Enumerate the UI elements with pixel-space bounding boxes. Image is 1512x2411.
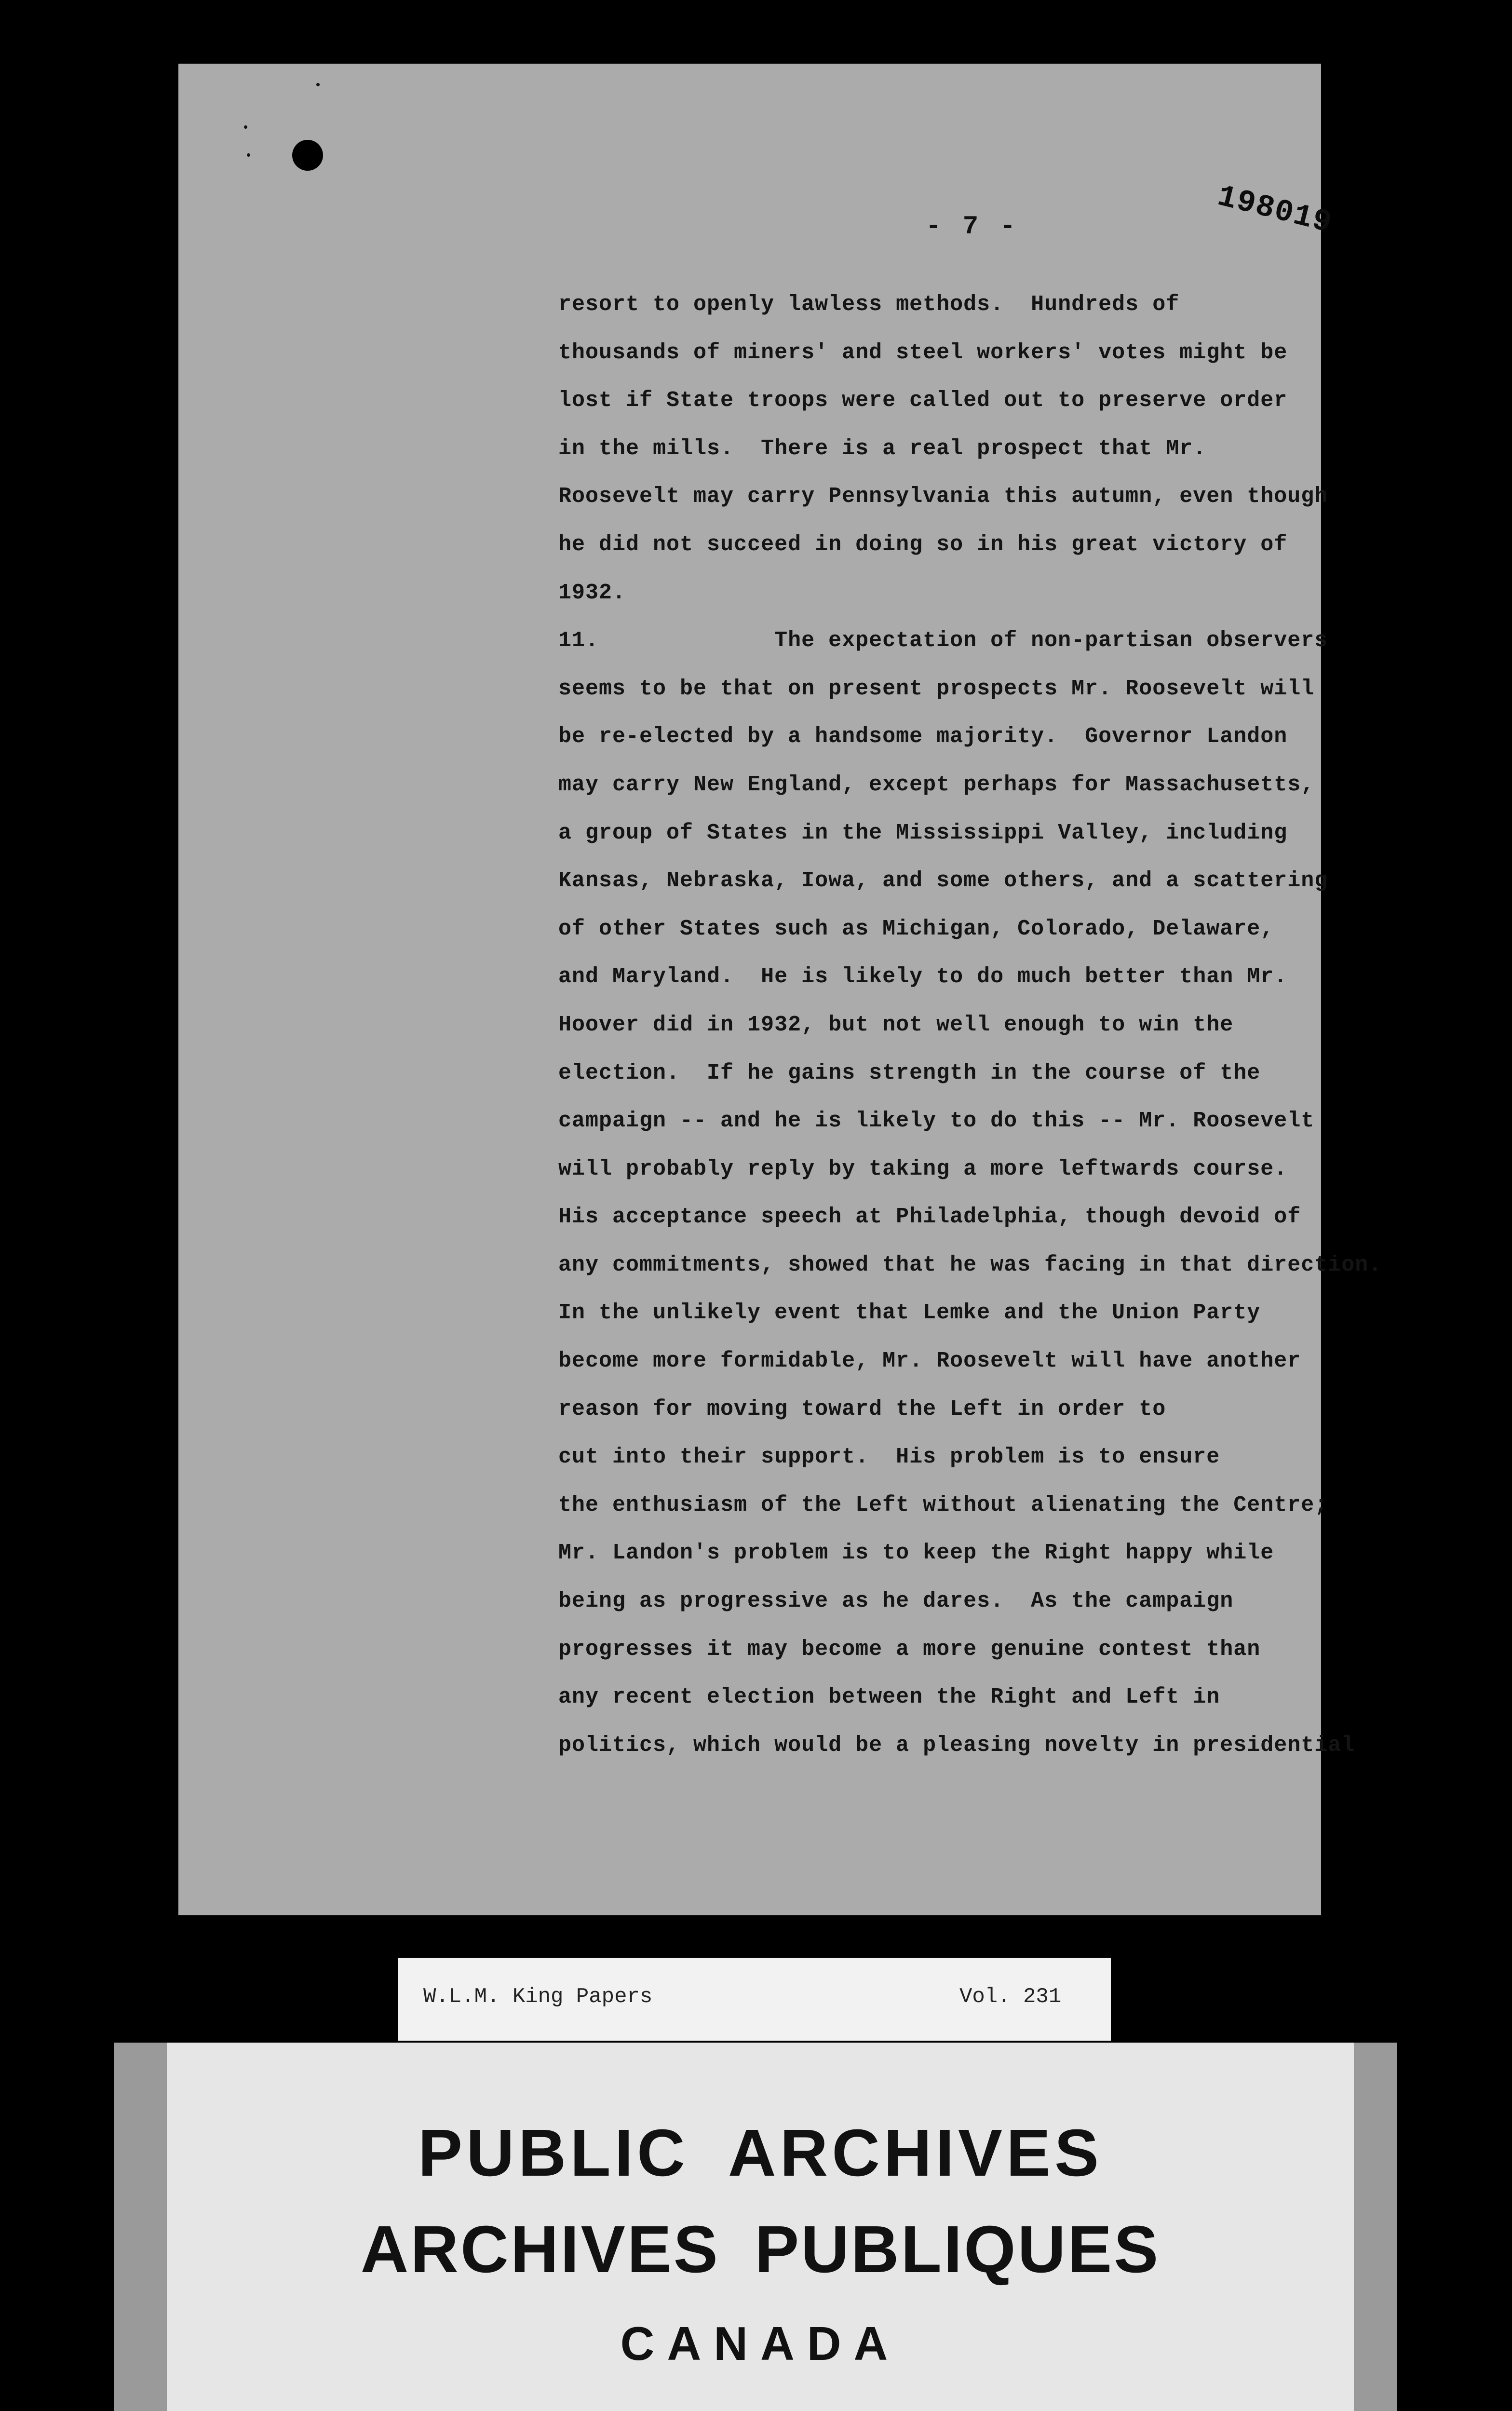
archive-country: CANADA [620,2317,901,2370]
text-line: being as progressive as he dares. As the campaign [558,1589,1234,1614]
text-line: seems to be that on present prospects Mr. Roosevelt will [558,676,1315,701]
text-line: be re-elected by a handsome majority. Governor Landon [558,724,1288,749]
text-line: lost if State troops were called out to preserve order [558,388,1288,413]
text-line: cut into their support. His problem is to ensure [558,1445,1220,1470]
text-line: campaign -- and he is likely to do this -- Mr. Roosevelt [558,1109,1315,1134]
body-text [558,281,1474,1769]
speck-mark [247,153,250,157]
speck-mark [316,83,320,86]
speck-mark [244,125,247,129]
document-page [178,64,1382,1915]
collection-label-strip [398,1958,1111,2041]
text-line: and Maryland. He is likely to do much better than Mr. [558,964,1288,989]
collection-name: W.L.M. King Papers [423,1985,653,2009]
volume-number: Vol. 231 [959,1985,1062,2009]
text-line: will probably reply by taking a more leftwards course. [558,1156,1288,1181]
text-line: progresses it may become a more genuine contest than [558,1637,1261,1662]
text-line: politics, which would be a pleasing novelty in presidential [558,1733,1355,1758]
text-line: in the mills. There is a real prospect that Mr. [558,436,1207,461]
text-line: 11. The expectation of non-partisan observers [558,628,1328,653]
text-line: reason for moving toward the Left in order to [558,1396,1166,1422]
text-line: His acceptance speech at Philadelphia, though devoid of [558,1205,1301,1230]
text-line: Hoover did in 1932, but not well enough to win the [558,1012,1234,1037]
text-line: a group of States in the Mississippi Valley, including [558,820,1288,845]
text-line: any commitments, showed that he was facing in that direction. [558,1252,1382,1277]
text-line: 1932. [558,580,626,605]
text-line: Roosevelt may carry Pennsylvania this autumn, even though [558,484,1328,509]
text-line: resort to openly lawless methods. Hundreds of [558,292,1180,317]
text-line: any recent election between the Right and Left in [558,1685,1220,1710]
punch-hole [292,140,323,171]
text-line: he did not succeed in doing so in his great victory of [558,532,1288,557]
archive-card [114,2043,1397,2411]
text-line: election. If he gains strength in the course of the [558,1060,1261,1085]
page-number: - 7 - [926,212,1019,242]
archive-title-english: PUBLIC ARCHIVES [418,2116,1103,2190]
text-line: may carry New England, except perhaps for Massachusetts, [558,772,1315,797]
stamp-number: 198019 [1214,179,1336,242]
text-line: Mr. Landon's problem is to keep the Right happy while [558,1541,1274,1566]
text-line: the enthusiasm of the Left without alienating the Centre; [558,1492,1328,1517]
text-line: Kansas, Nebraska, Iowa, and some others, and a scattering [558,868,1328,894]
text-line: thousands of miners' and steel workers' votes might be [558,340,1288,365]
archive-title-french: ARCHIVES PUBLIQUES [360,2212,1161,2287]
text-line: of other States such as Michigan, Colorado, Delaware, [558,916,1274,941]
text-line: In the unlikely event that Lemke and the Union Party [558,1300,1261,1326]
archive-card-inner [167,2043,1354,2411]
text-line: become more formidable, Mr. Roosevelt will have another [558,1349,1301,1374]
